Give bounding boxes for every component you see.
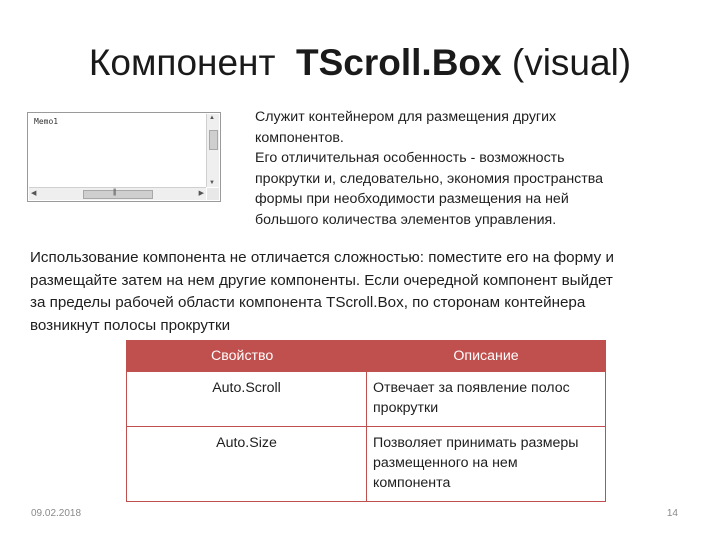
scroll-right-arrow-icon: ▶ (198, 190, 204, 197)
table-row (127, 427, 606, 502)
title-prefix: Компонент (88, 42, 276, 83)
paragraph-line: за пределы рабочей области компонента TScroll.Box, по сторонам контейнера (30, 294, 586, 311)
property-name: Auto.Size (127, 427, 367, 502)
scroll-up-arrow-icon: ▲ (209, 115, 215, 121)
paragraph-line: Использование компонента не отличается сложностью: поместите его на форму и (30, 249, 614, 266)
horizontal-scroll-thumb (83, 190, 153, 199)
description-line: прокрутки и, следовательно, экономия пространства (255, 170, 604, 187)
usage-paragraph (30, 247, 700, 337)
description-line: Его отличительная особенность - возможность (255, 150, 565, 166)
table-header-row (127, 341, 606, 372)
slide-title (0, 42, 720, 84)
property-name: Auto.Scroll (127, 372, 367, 427)
title-suffix: (visual) (511, 42, 632, 83)
paragraph-line: размещайте затем на нем другие компоненты. Если очередной компонент выйдет (30, 271, 613, 289)
properties-table (126, 340, 606, 502)
memo-label: Memo1 (34, 117, 59, 126)
table-row (127, 372, 606, 427)
scrollbox-illustration (27, 112, 221, 202)
footer-date: 09.02.2018 (31, 508, 82, 519)
scrollbar-corner (207, 188, 219, 200)
description-line: компонентов. (255, 129, 344, 146)
property-description: Позволяет принимать размеры размещенного на нем компонента (367, 427, 606, 502)
description-line: формы при необходимости размещения на ней (255, 191, 569, 207)
description-line: большого количества элементов управления. (255, 211, 557, 228)
header-description: Описание (367, 341, 606, 372)
vertical-scroll-thumb (209, 130, 218, 150)
description-line: Служит контейнером для размещения других (255, 109, 557, 125)
title-component-name: TScroll.Box (296, 42, 502, 83)
scroll-down-arrow-icon: ▼ (209, 180, 215, 186)
vertical-scrollbar (206, 114, 219, 187)
scroll-left-arrow-icon: ◀ (31, 190, 37, 197)
horizontal-scrollbar (29, 187, 206, 200)
scroll-grip-icon: ||| (113, 189, 116, 196)
property-description: Отвечает за появление полос прокрутки (367, 372, 606, 427)
paragraph-line: возникнут полосы прокрутки (30, 316, 231, 334)
page-number: 14 (666, 508, 678, 519)
header-property: Свойство (127, 341, 367, 372)
component-description (255, 107, 665, 230)
